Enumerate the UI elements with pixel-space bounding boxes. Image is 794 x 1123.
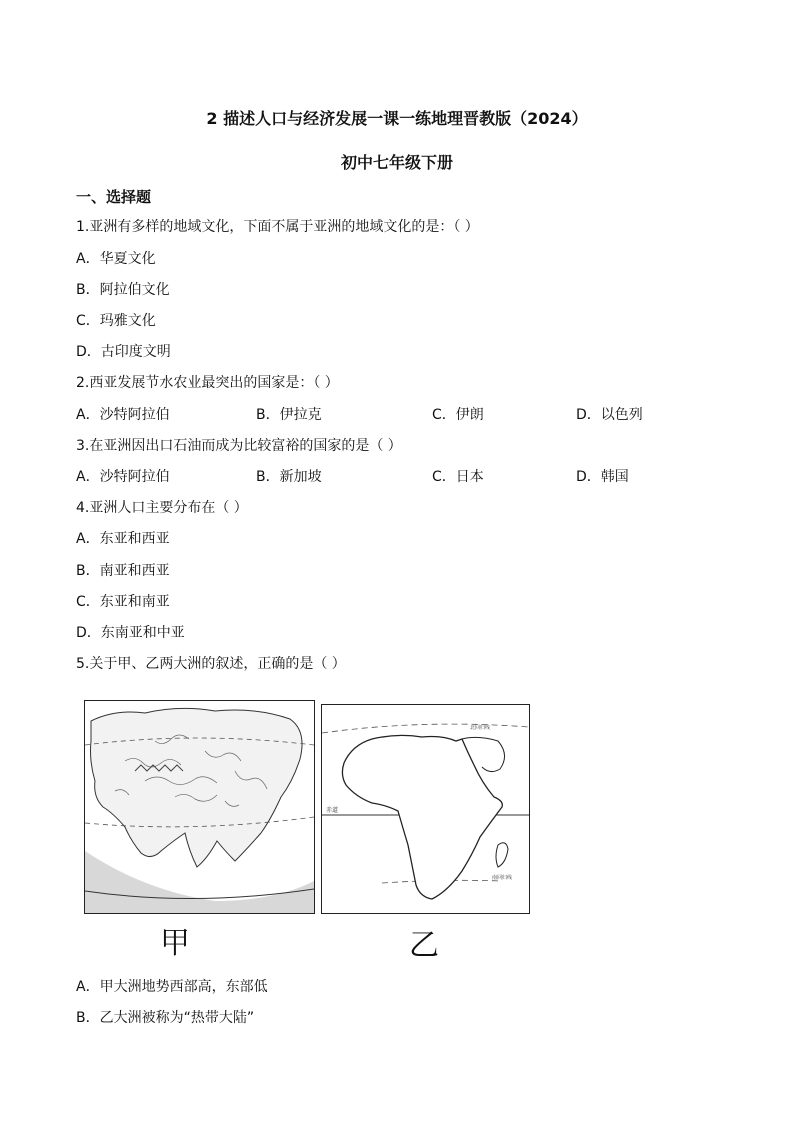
question-4-option-a: A．东亚和西亚 — [76, 531, 170, 547]
map-label-jia: 甲 — [160, 926, 190, 961]
question-2-stem: 2.西亚发展节水农业最突出的国家是：（ ） — [76, 375, 339, 391]
question-4-option-d: D．东南亚和中亚 — [76, 625, 185, 641]
question-2-option-a: A．沙特阿拉伯 — [76, 407, 170, 423]
asia-map-drawing — [85, 701, 314, 913]
question-1-option-b: B．阿拉伯文化 — [76, 282, 170, 298]
south-tropic-label: 南回归线 — [492, 875, 513, 881]
question-3-option-d: D．韩国 — [576, 469, 629, 485]
africa-map-drawing — [322, 705, 529, 913]
document-subtitle: 初中七年级下册 — [340, 153, 453, 172]
question-4-stem: 4.亚洲人口主要分布在（ ） — [76, 500, 248, 516]
equator-label: 赤道 — [326, 807, 339, 814]
question-3-option-a: A．沙特阿拉伯 — [76, 469, 170, 485]
section-heading: 一、选择题 — [76, 188, 152, 206]
africa-map — [321, 704, 530, 914]
map-label-yi: 乙 — [409, 928, 439, 963]
question-3-option-b: B．新加坡 — [256, 469, 322, 485]
asia-map — [84, 700, 315, 914]
question-1-option-a: A．华夏文化 — [76, 251, 156, 267]
question-1-stem: 1.亚洲有多样的地域文化，下面不属于亚洲的地域文化的是：（ ） — [76, 219, 479, 235]
question-5-option-b: B．乙大洲被称为“热带大陆” — [76, 1010, 255, 1026]
question-4-option-c: C．东亚和南亚 — [76, 594, 170, 610]
question-3-stem: 3.在亚洲因出口石油而成为比较富裕的国家的是（ ） — [76, 438, 402, 454]
north-tropic-label: 北回归线 — [470, 725, 491, 731]
question-5-stem: 5.关于甲、乙两大洲的叙述，正确的是（ ） — [76, 656, 346, 672]
question-5-option-a: A．甲大洲地势西部高，东部低 — [76, 979, 268, 995]
question-2-option-c: C．伊朗 — [432, 407, 484, 423]
question-3-option-c: C．日本 — [432, 469, 484, 485]
question-1-option-d: D．古印度文明 — [76, 344, 171, 360]
question-2-option-b: B．伊拉克 — [256, 407, 322, 423]
question-1-option-c: C．玛雅文化 — [76, 313, 156, 329]
document-title: 2 描述人口与经济发展一课一练地理晋教版（2024） — [206, 109, 588, 128]
question-2-option-d: D．以色列 — [576, 407, 643, 423]
question-4-option-b: B．南亚和西亚 — [76, 563, 170, 579]
